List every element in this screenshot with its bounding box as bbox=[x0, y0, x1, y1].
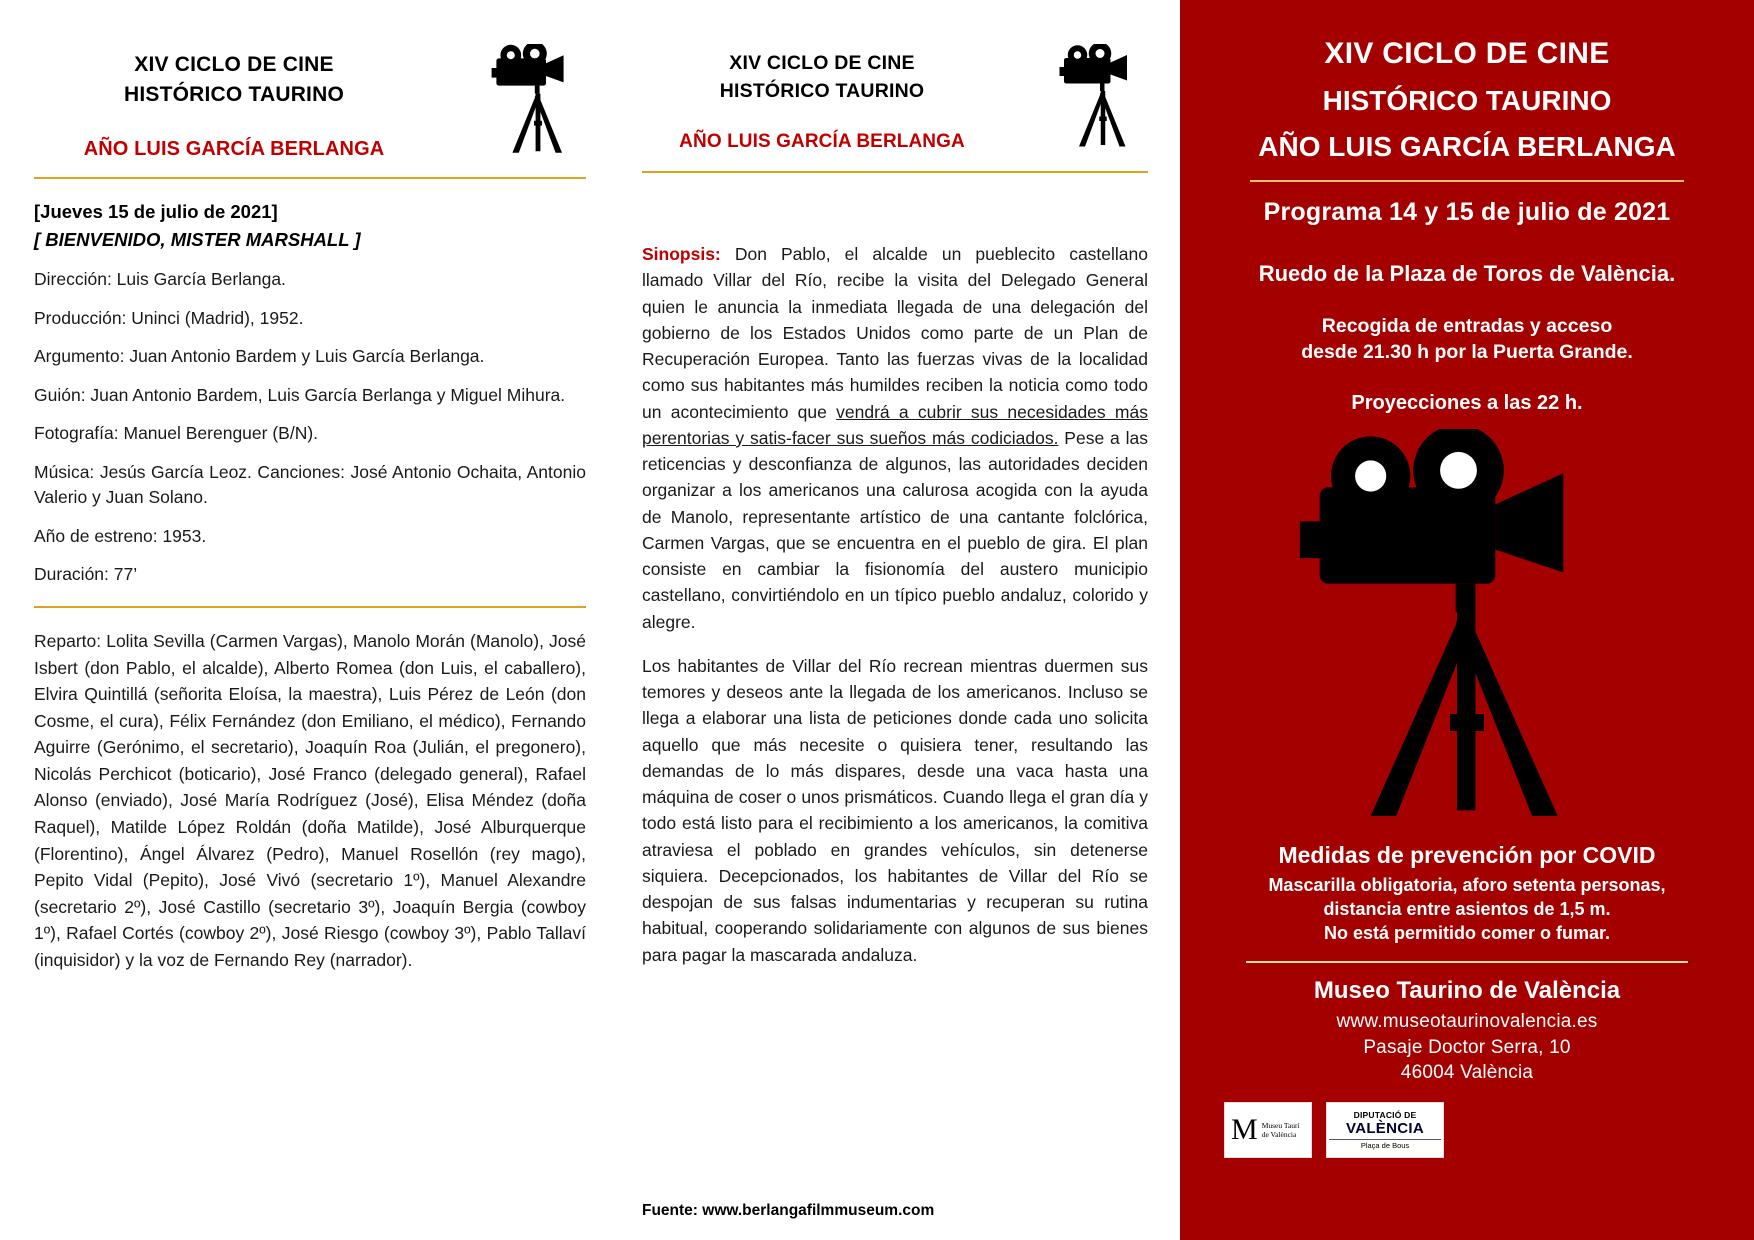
divider-gold-top bbox=[34, 177, 586, 179]
movie-camera-icon bbox=[490, 40, 586, 161]
credit-photography: Fotografía: Manuel Berenguer (B/N). bbox=[34, 423, 319, 444]
panel1-title-line1: XIV CICLO DE CINE bbox=[134, 53, 334, 76]
museum-name: Museo Taurino de València bbox=[1313, 977, 1621, 1005]
panel2-titles bbox=[642, 40, 1002, 153]
credit-duration: Duración: 77’ bbox=[34, 564, 138, 585]
covid-line3: No está permitido comer o fumar. bbox=[1323, 923, 1611, 944]
panel2-subtitle: AÑO LUIS GARCÍA BERLANGA bbox=[679, 131, 965, 153]
logo-museum-letter: M bbox=[1231, 1112, 1258, 1146]
movie-camera-icon bbox=[1058, 40, 1148, 155]
logo-museu-tauri bbox=[1224, 1102, 1312, 1158]
logo-museum-line1: Museu Taurí bbox=[1261, 1120, 1300, 1130]
panel1-title-line2: HISTÓRICO TAURINO bbox=[123, 82, 344, 106]
poster-title-line1: XIV CICLO DE CINE bbox=[1324, 37, 1610, 70]
logo-museum-text bbox=[1262, 1121, 1300, 1139]
panel2-title-line2: HISTÓRICO TAURINO bbox=[719, 79, 925, 102]
credit-release-year: Año de estreno: 1953. bbox=[34, 525, 207, 546]
poster-venue: Ruedo de la Plaza de Toros de València. bbox=[1258, 260, 1676, 286]
divider-gold-mid bbox=[34, 606, 586, 608]
poster-access-line2: desde 21.30 h por la Puerta Grande. bbox=[1301, 341, 1633, 364]
synopsis-p1-part-b: Pese a las reticencias y desconfianza de algunos, las autoridades deciden organizar a los americanos una calurosa acogida con la ayuda de Manolo, representante artístico de una cantante folclórica, Carmen Vargas, que se encuentra en el pueblo de gira. El plan consiste en cambiar la fisionomía del austero municipio castellano, convirtiéndolo en un típico pueblo andaluz, colorido y alegre. bbox=[642, 427, 1148, 632]
covid-heading: Medidas de prevención por COVID bbox=[1278, 841, 1656, 868]
poster-access-line1: Recogida de entradas y acceso bbox=[1321, 314, 1613, 337]
divider-poster-top bbox=[1250, 180, 1684, 182]
credit-production: Producción: Uninci (Madrid), 1952. bbox=[34, 307, 304, 328]
synopsis-label: Sinopsis: bbox=[642, 244, 721, 264]
poster-access bbox=[1206, 313, 1728, 366]
film-date: [Jueves 15 de julio de 2021] bbox=[34, 201, 278, 222]
panel-poster bbox=[1180, 0, 1754, 1240]
poster-title-line3: AÑO LUIS GARCÍA BERLANGA bbox=[1258, 131, 1676, 163]
covid-line1: Mascarilla obligatoria, aforo setenta personas, bbox=[1268, 874, 1666, 895]
poster-program: Programa 14 y 15 de julio de 2021 bbox=[1263, 197, 1671, 226]
logo-dip-line2: VALÈNCIA bbox=[1346, 1119, 1424, 1137]
source-note: Fuente: www.berlangafilmmuseum.com bbox=[642, 1202, 935, 1219]
panel-synopsis bbox=[620, 0, 1180, 1240]
logo-diputacio-valencia bbox=[1326, 1102, 1444, 1158]
movie-camera-icon bbox=[1297, 429, 1637, 834]
film-title: [ BIENVENIDO, MISTER MARSHALL ] bbox=[34, 229, 361, 250]
panel2-title-line1: XIV CICLO DE CINE bbox=[729, 52, 915, 74]
panel2-title bbox=[642, 50, 1002, 105]
museum-address: Pasaje Doctor Serra, 10 bbox=[1363, 1036, 1571, 1058]
logo-row bbox=[1206, 1102, 1728, 1158]
museum-city: 46004 València bbox=[1400, 1062, 1534, 1084]
logo-museum-line2: de València bbox=[1261, 1129, 1297, 1139]
panel1-title bbox=[34, 50, 434, 110]
synopsis-paragraph-2: Los habitantes de Villar del Río recrean mientras duermen sus temores y deseos ante la llegada de los americanos. Incluso se llega a elaborar una lista de peticiones donde cada uno solicita aquello que más necesite o quisiera tener, resultando las demandas de lo más dispares, desde una vaca hasta una máquina de coser o unos prismáticos. Cuando llega el gran día y todo está listo para el recibimiento a los americanos, la comitiva atraviesa el poblado en grandes vehículos, sin detenerse siquiera. Decepcionados, los habitantes de Villar del Río se despojan de sus falsas indumentarias y recuperan su rutina habitual, cooperando solidariamente con algunos de sus bienes para pagar la mascarada andaluza. bbox=[642, 655, 1148, 965]
panel1-header bbox=[34, 40, 586, 161]
spacer bbox=[642, 195, 1148, 241]
divider-poster-bottom bbox=[1246, 961, 1688, 963]
credit-direction: Dirección: Luis García Berlanga. bbox=[34, 269, 286, 289]
museum-contact bbox=[1206, 1009, 1728, 1085]
cast-list: Reparto: Lolita Sevilla (Carmen Vargas), Manolo Morán (Manolo), José Isbert (don Pablo, el alcalde), Alberto Romea (don Luis, el caballero), Elvira Quintillá (señorita Eloísa, la maestra), Luis Pérez de León (don Cosme, el cura), Félix Fernández (don Emiliano, el médico), Fernando Aguirre (Gerónimo, el secretario), Joaquín Roa (Julián, el pregonero), Nicolás Perchicot (boticario), José Franco (delegado general), Rafael Alonso (enviado), José María Rodríguez (José), Elisa Méndez (doña Raquel), Matilde López Roldán (doña Matilde), José Alburquerque (Florentino), Ángel Álvarez (Pedro), Manuel Rosellón (rey mago), Pepito Vidal (Pepito), José Vivó (secretario 1º), Manuel Alexandre (secretario 2º), José Castillo (secretario 3º), Joaquín Bergia (cowboy 1º), Rafael Cortés (cowboy 2º), José Riesgo (cowboy 3º), Pablo Tallaví (inquisidor) y la voz de Fernando Rey (narrador). bbox=[34, 630, 586, 971]
divider-gold-panel2 bbox=[642, 171, 1148, 173]
poster-projections: Proyecciones a las 22 h. bbox=[1351, 391, 1583, 414]
museum-website[interactable]: www.museotaurinovalencia.es bbox=[1336, 1011, 1598, 1033]
panel1-titles bbox=[34, 40, 434, 161]
synopsis-p1-underlined: vendrá a cubrir sus necesidades más perentorias y satis-facer sus sueños más codiciados. bbox=[642, 401, 1148, 448]
poster-title-line2: HISTÓRICO TAURINO bbox=[1322, 85, 1612, 116]
panel1-subtitle: AÑO LUIS GARCÍA BERLANGA bbox=[83, 137, 385, 160]
covid-line2: distancia entre asientos de 1,5 m. bbox=[1323, 898, 1611, 919]
credit-screenplay: Guión: Juan Antonio Bardem, Luis García Berlanga y Miguel Mihura. bbox=[34, 384, 566, 405]
logo-dip-line3: Plaça de Bous bbox=[1329, 1139, 1441, 1150]
synopsis-paragraph-1 bbox=[642, 241, 1148, 635]
panel2-header bbox=[642, 40, 1148, 155]
credit-music: Música: Jesús García Leoz. Canciones: José Antonio Ochaita, Antonio Valerio y Juan Solano. bbox=[34, 461, 586, 508]
covid-body bbox=[1206, 873, 1728, 945]
panel-film-credits bbox=[0, 0, 620, 1240]
synopsis-p1-part-a: Don Pablo, el alcalde un pueblecito castellano llamado Villar del Río, recibe la visita del Delegado General quien le anuncia la inmediata llegada de una delegación del gobierno de los Estados Unidos como parte de un Plan de Recuperación Europea. Tanto las fuerzas vivas de la localidad como sus habitantes más humildes reciben la noticia como todo un acontecimiento que bbox=[642, 244, 1148, 422]
credit-argument: Argumento: Juan Antonio Bardem y Luis García Berlanga. bbox=[34, 346, 485, 367]
logo-dip-line1: DIPUTACIÓ DE bbox=[1353, 1109, 1417, 1120]
